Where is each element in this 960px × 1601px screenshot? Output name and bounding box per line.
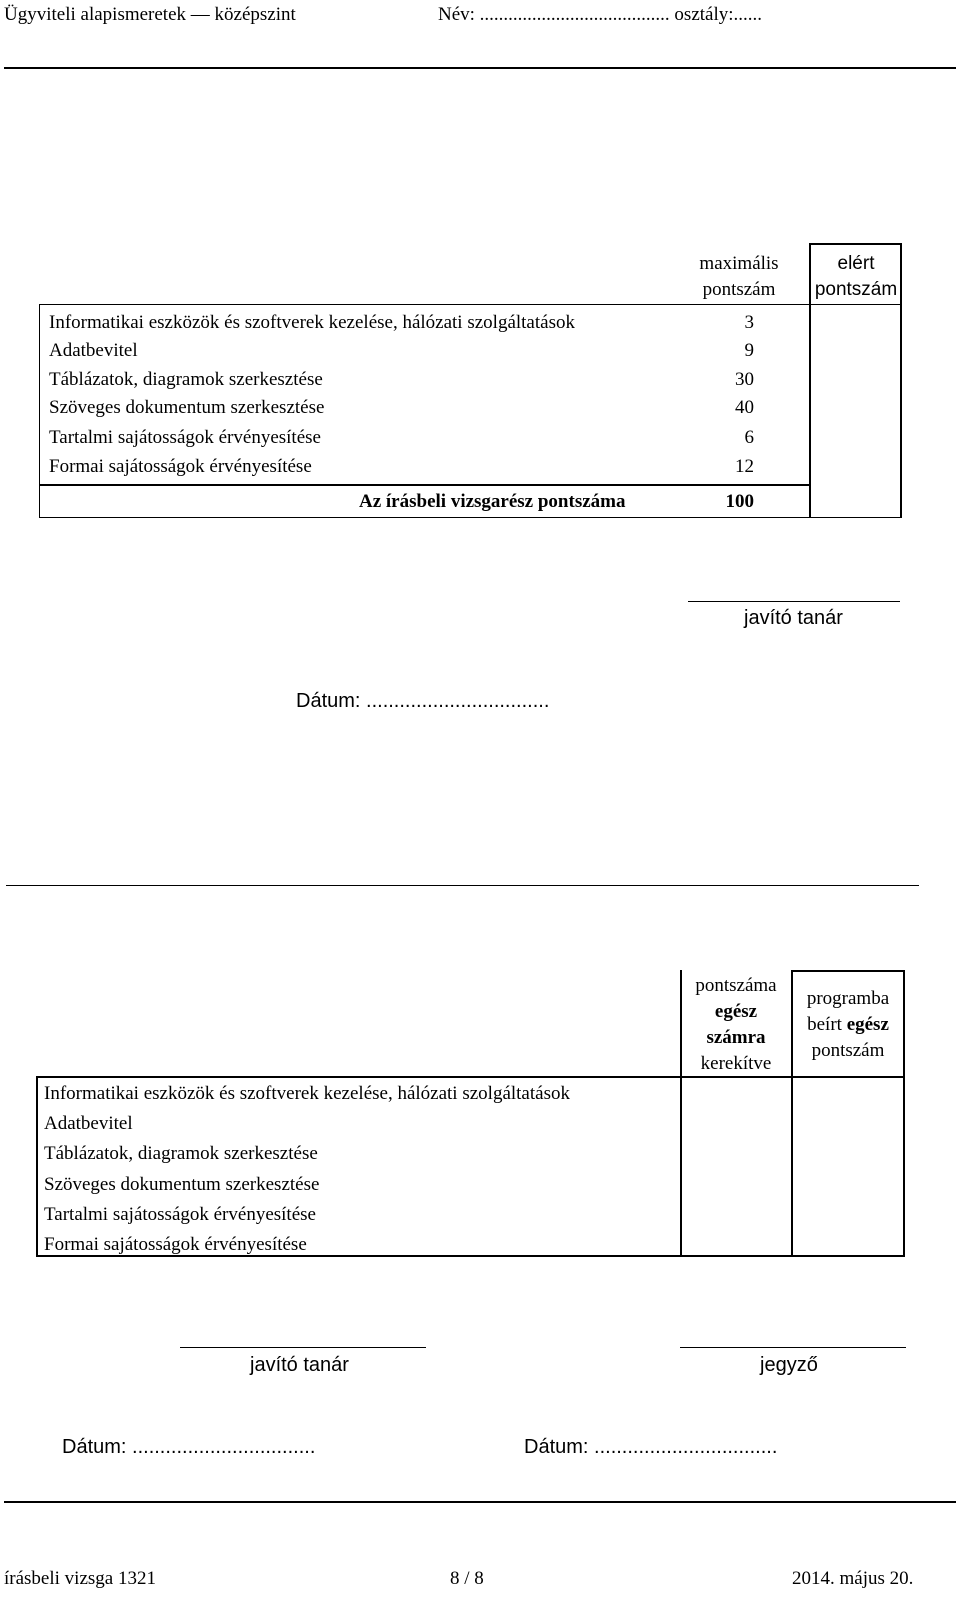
col-program-header: programba beírt egész pontszám (806, 988, 890, 1061)
integer-row-label: Tartalmi sajátosságok érvényesítése (44, 1204, 316, 1225)
date-field: Dátum: ................................. (62, 1436, 316, 1458)
footer-exam: írásbeli vizsga 1321 (4, 1568, 156, 1589)
footer-date: 2014. május 20. (792, 1568, 914, 1589)
score-row-label: Táblázatok, diagramok szerkesztése (49, 369, 323, 390)
score-row-label: Adatbevitel (49, 340, 138, 361)
integer-row-label: Informatikai eszközök és szoftverek kezelése, hálózati szolgáltatások (44, 1083, 570, 1104)
score-row-label: Tartalmi sajátosságok érvényesítése (49, 427, 321, 448)
footer-page-number: 8 / 8 (450, 1568, 484, 1589)
signature-line-teacher (688, 601, 900, 602)
score-row-max: 9 (744, 340, 754, 361)
score-row-max: 40 (735, 397, 754, 418)
score-row-label: Szöveges dokumentum szerkesztése (49, 397, 325, 418)
header-rule (4, 67, 956, 69)
signature-role-notary: jegyző (760, 1354, 818, 1376)
col-achieved-header: elért pontszám (814, 253, 898, 300)
total-label: Az írásbeli vizsgarész pontszáma (359, 491, 626, 512)
score-row-max: 6 (744, 427, 754, 448)
col-max-header: maximális pontszám (699, 253, 779, 300)
score-table (39, 247, 921, 527)
score-row-label: Informatikai eszközök és szoftverek kezelése, hálózati szolgáltatások (49, 312, 575, 333)
header-subject: Ügyviteli alapismeretek — középszint (4, 4, 296, 25)
integer-row-label: Formai sajátosságok érvényesítése (44, 1234, 307, 1255)
integer-row-label: Adatbevitel (44, 1113, 133, 1134)
col-rounded-header: pontszáma egész számra kerekítve (695, 975, 777, 1074)
score-row-max: 12 (735, 456, 754, 477)
score-row-label: Formai sajátosságok érvényesítése (49, 456, 312, 477)
signature-role-teacher: javító tanár (250, 1354, 349, 1376)
integer-score-table (36, 975, 925, 1285)
header-name-field: Név: ........................................ osztály:...... (438, 4, 763, 25)
score-row-max: 30 (735, 369, 754, 390)
signature-line-teacher (180, 1347, 426, 1348)
score-row-max: 3 (744, 312, 754, 333)
integer-row-label: Táblázatok, diagramok szerkesztése (44, 1143, 318, 1164)
total-value: 100 (725, 491, 754, 512)
footer-rule (4, 1501, 956, 1503)
section-separator (6, 885, 919, 886)
date-field: Dátum: ................................. (296, 690, 550, 712)
signature-role-teacher: javító tanár (744, 607, 843, 629)
signature-line-notary (680, 1347, 906, 1348)
date-field: Dátum: ................................. (524, 1436, 778, 1458)
integer-row-label: Szöveges dokumentum szerkesztése (44, 1174, 320, 1195)
